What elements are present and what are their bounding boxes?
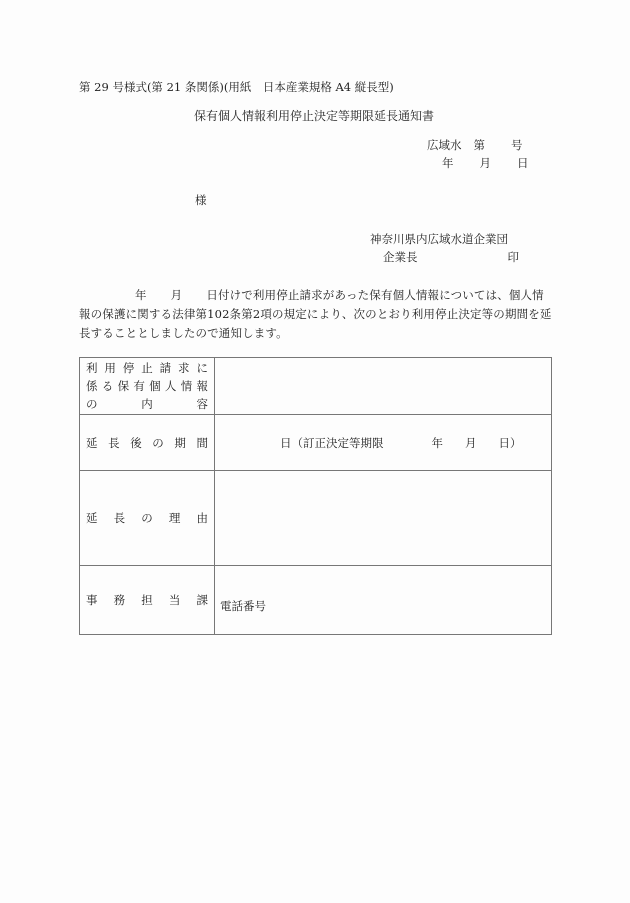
ref-dai: 第	[473, 138, 485, 152]
date-day: 日	[517, 156, 529, 170]
value-request-content[interactable]	[215, 358, 552, 415]
notice-body	[79, 286, 553, 343]
table-row-reason	[80, 471, 552, 566]
body-month: 月	[170, 288, 183, 302]
sender-title: 企業長	[383, 250, 418, 264]
issue-date	[442, 156, 529, 170]
reference-number	[427, 138, 523, 152]
ref-prefix: 広域水	[427, 138, 462, 152]
extension-form-table	[79, 357, 552, 635]
date-year: 年	[442, 156, 454, 170]
body-text: 日付けで利用停止請求があった保有個人情報については、個人情報の保護に関する法律第102条第2項の規定により、次のとおり利用停止決定等の期間を延長することとしましたので通知します。	[79, 288, 552, 340]
date-month: 月	[479, 156, 491, 170]
value-extended-period[interactable]	[215, 415, 552, 471]
period-day-deadline: 日（訂正決定等期限	[280, 435, 384, 450]
table-row-department	[80, 566, 552, 635]
ref-go: 号	[511, 138, 523, 152]
period-year: 年	[431, 435, 443, 450]
period-month: 月	[465, 435, 477, 450]
label-request-content: 利 用 停 止 請 求 に 係 る 保 有 個 人 情 報 の 内 容	[80, 358, 215, 415]
label-extended-period: 延 長 後 の 期 間	[80, 415, 215, 471]
table-row-content	[80, 358, 552, 415]
document-title: 保有個人情報利用停止決定等期限延長通知書	[194, 109, 435, 123]
value-extension-reason[interactable]	[215, 471, 552, 566]
label-responsible-department: 事 務 担 当 課	[80, 566, 215, 635]
sender-title-line	[383, 250, 519, 264]
table-row-period	[80, 415, 552, 471]
seal-mark: 印	[507, 250, 519, 264]
form-number-label: 第 29 号様式(第 21 条関係)(用紙 日本産業規格 A4 縦長型)	[79, 80, 394, 94]
value-phone-number[interactable]: 電話番号	[215, 566, 552, 635]
addressee-honorific: 様	[195, 193, 207, 207]
sender-organization: 神奈川県内広域水道企業団	[370, 232, 508, 246]
body-year: 年	[135, 288, 147, 302]
period-day-end: 日）	[498, 435, 522, 450]
label-extension-reason: 延 長 の 理 由	[80, 471, 215, 566]
